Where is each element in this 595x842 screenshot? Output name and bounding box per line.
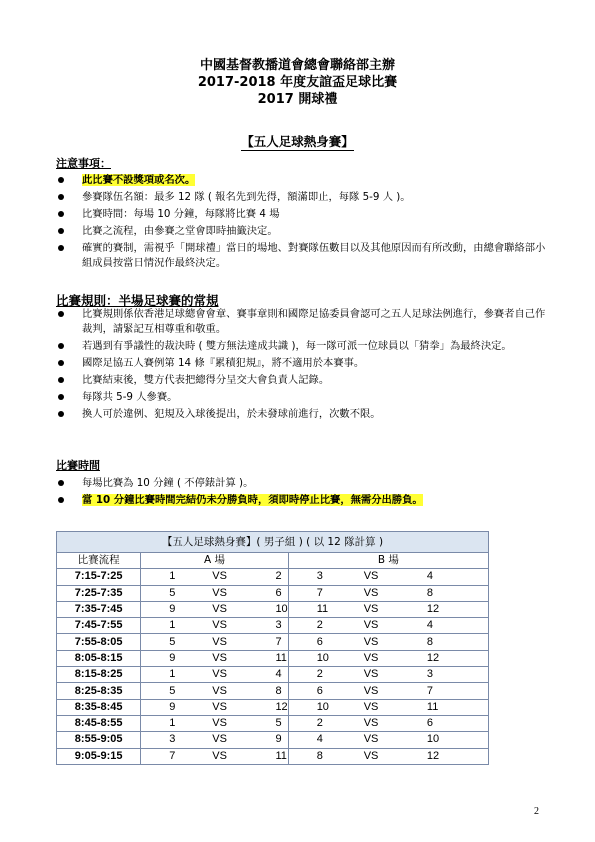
field-a-vs: VS [194, 748, 253, 764]
field-a-team-1: 1 [141, 569, 194, 585]
list-item-text: 比賽規則係依香港足球總會會章、賽事章則和國際足協委員會認可之五人足球法例進行，參賽者自己作裁判，請緊記互相尊重和敬重。 [82, 308, 546, 335]
column-header-flow: 比賽流程 [57, 553, 141, 569]
match-time-heading: 比賽時間 [56, 459, 100, 472]
field-a-team-2: 2 [253, 569, 288, 585]
field-a-vs: VS [194, 569, 253, 585]
field-b-team-2: 6 [405, 715, 489, 731]
section-title-text: 【五人足球熱身賽】 [241, 134, 354, 149]
field-b-vs: VS [346, 667, 405, 683]
match-time-slot: 8:35-8:45 [57, 699, 141, 715]
field-a-vs: VS [194, 634, 253, 650]
list-item [56, 307, 546, 336]
field-a-vs: VS [194, 683, 253, 699]
list-item [56, 390, 546, 405]
match-time-slot: 8:55-9:05 [57, 732, 141, 748]
field-b-vs: VS [346, 634, 405, 650]
table-row [57, 748, 489, 764]
field-b-team-2: 12 [405, 748, 489, 764]
field-b-team-1: 10 [288, 650, 346, 666]
field-a-team-2: 9 [253, 732, 288, 748]
field-a-team-1: 5 [141, 683, 194, 699]
match-time-slot: 8:15-8:25 [57, 667, 141, 683]
field-a-team-2: 11 [253, 748, 288, 764]
field-b-vs: VS [346, 618, 405, 634]
notes-list [56, 173, 546, 273]
match-time-slot: 7:15-7:25 [57, 569, 141, 585]
field-a-team-1: 3 [141, 732, 194, 748]
match-time-slot: 7:25-7:35 [57, 585, 141, 601]
field-b-team-2: 12 [405, 650, 489, 666]
field-a-team-1: 9 [141, 699, 194, 715]
field-a-team-1: 5 [141, 634, 194, 650]
match-time-slot: 8:05-8:15 [57, 650, 141, 666]
list-item [56, 207, 546, 222]
field-a-team-2: 4 [253, 667, 288, 683]
match-time-slot: 7:55-8:05 [57, 634, 141, 650]
field-a-team-2: 3 [253, 618, 288, 634]
field-a-vs: VS [194, 699, 253, 715]
field-a-team-1: 1 [141, 667, 194, 683]
table-row [57, 569, 489, 585]
field-b-team-1: 6 [288, 634, 346, 650]
field-a-team-1: 1 [141, 715, 194, 731]
field-a-team-2: 12 [253, 699, 288, 715]
rules-list [56, 307, 546, 424]
table-row [57, 618, 489, 634]
match-time-slot: 7:35-7:45 [57, 601, 141, 617]
field-b-team-2: 8 [405, 585, 489, 601]
field-b-team-1: 7 [288, 585, 346, 601]
field-a-team-1: 1 [141, 618, 194, 634]
list-item-text: 當 10 分鐘比賽時間完結仍未分勝負時，須即時停止比賽，無需分出勝負。 [82, 494, 423, 506]
field-b-vs: VS [346, 585, 405, 601]
field-b-team-2: 4 [405, 569, 489, 585]
field-a-team-2: 11 [253, 650, 288, 666]
table-row [57, 601, 489, 617]
table-row [57, 683, 489, 699]
match-time-slot: 9:05-9:15 [57, 748, 141, 764]
list-item [56, 407, 546, 422]
field-b-team-2: 3 [405, 667, 489, 683]
list-item [56, 241, 546, 270]
schedule-caption-row [57, 532, 489, 553]
list-item-text: 比賽結束後，雙方代表把總得分呈交大會負責人記錄。 [82, 373, 330, 386]
field-b-vs: VS [346, 650, 405, 666]
field-b-team-1: 2 [288, 667, 346, 683]
field-a-team-1: 7 [141, 748, 194, 764]
field-b-team-2: 12 [405, 601, 489, 617]
field-b-team-1: 2 [288, 618, 346, 634]
field-a-team-2: 5 [253, 715, 288, 731]
column-header-field-a: A 場 [141, 553, 288, 569]
header-occasion: 2017 開球禮 [257, 92, 338, 107]
list-item [56, 476, 546, 491]
match-time-slot: 8:45-8:55 [57, 715, 141, 731]
field-b-vs: VS [346, 601, 405, 617]
field-a-vs: VS [194, 601, 253, 617]
section-title [0, 132, 595, 150]
field-b-team-1: 6 [288, 683, 346, 699]
rules-heading: 比賽規則：半場足球賽的常規 [56, 293, 219, 308]
list-item-text: 比賽時間：每場 10 分鐘，每隊將比賽 4 場 [82, 208, 280, 220]
list-item [56, 173, 546, 188]
match-time-slot: 7:45-7:55 [57, 618, 141, 634]
table-row [57, 585, 489, 601]
field-b-team-1: 3 [288, 569, 346, 585]
list-item [56, 339, 546, 354]
list-item-text: 每場比賽為 10 分鐘 ( 不停錶計算 )。 [82, 477, 254, 489]
document-header [0, 57, 595, 108]
field-b-vs: VS [346, 748, 405, 764]
list-item [56, 190, 546, 205]
field-a-vs: VS [194, 618, 253, 634]
list-item-text: 若遇到有爭議性的裁決時 ( 雙方無法達成共識 )，每一隊可派一位球員以「猜拳」為最終決定。 [82, 339, 512, 352]
list-item-text: 國際足協五人賽例第 14 條『累積犯規』，將不適用於本賽事。 [82, 356, 365, 369]
field-b-team-2: 11 [405, 699, 489, 715]
field-a-vs: VS [194, 650, 253, 666]
schedule-table [56, 531, 489, 765]
list-item [56, 493, 546, 508]
list-item-text: 此比賽不設獎項或名次。 [82, 174, 196, 186]
field-a-vs: VS [194, 585, 253, 601]
match-time-list [56, 476, 546, 510]
field-b-team-1: 2 [288, 715, 346, 731]
table-row [57, 650, 489, 666]
field-a-vs: VS [194, 667, 253, 683]
field-b-vs: VS [346, 569, 405, 585]
field-a-team-1: 9 [141, 650, 194, 666]
list-item-text: 比賽之流程，由參賽之堂會即時抽籤決定。 [82, 225, 278, 237]
field-b-team-1: 10 [288, 699, 346, 715]
field-b-team-2: 4 [405, 618, 489, 634]
field-a-team-2: 6 [253, 585, 288, 601]
field-a-team-2: 10 [253, 601, 288, 617]
field-a-vs: VS [194, 732, 253, 748]
table-row [57, 667, 489, 683]
field-a-team-1: 5 [141, 585, 194, 601]
column-header-field-b: B 場 [288, 553, 488, 569]
table-row [57, 634, 489, 650]
field-b-team-2: 10 [405, 732, 489, 748]
field-b-team-1: 4 [288, 732, 346, 748]
table-row [57, 699, 489, 715]
page-number: 2 [534, 806, 539, 817]
list-item [56, 373, 546, 388]
field-b-team-1: 8 [288, 748, 346, 764]
list-item [56, 356, 546, 371]
table-row [57, 732, 489, 748]
field-b-team-2: 8 [405, 634, 489, 650]
list-item [56, 224, 546, 239]
field-a-vs: VS [194, 715, 253, 731]
field-b-vs: VS [346, 715, 405, 731]
match-time-slot: 8:25-8:35 [57, 683, 141, 699]
field-b-vs: VS [346, 699, 405, 715]
field-a-team-2: 8 [253, 683, 288, 699]
field-a-team-2: 7 [253, 634, 288, 650]
schedule-header-row [57, 553, 489, 569]
field-b-team-2: 7 [405, 683, 489, 699]
field-b-team-1: 11 [288, 601, 346, 617]
header-event: 2017-2018 年度友誼盃足球比賽 [197, 75, 398, 90]
list-item-text: 確實的賽制，需視乎「開球禮」當日的場地、對賽隊伍數目以及其他原因而有所改動，由總會聯絡部小組成員按當日情況作最終決定。 [82, 242, 546, 269]
table-row [57, 715, 489, 731]
list-item-text: 每隊共 5-9 人參賽。 [82, 390, 178, 403]
header-organizer: 中國基督教播道會總會聯絡部主辦 [199, 58, 395, 73]
field-b-vs: VS [346, 683, 405, 699]
notes-heading: 注意事項： [56, 157, 111, 170]
schedule-caption: 【五人足球熱身賽】( 男子組 ) ( 以 12 隊計算 ) [57, 532, 489, 553]
field-b-vs: VS [346, 732, 405, 748]
list-item-text: 參賽隊伍名額：最多 12 隊 ( 報名先到先得，額滿即止，每隊 5-9 人 )。 [82, 191, 411, 203]
list-item-text: 換人可於違例、犯規及入球後提出，於未發球前進行，次數不限。 [82, 407, 381, 420]
field-a-team-1: 9 [141, 601, 194, 617]
